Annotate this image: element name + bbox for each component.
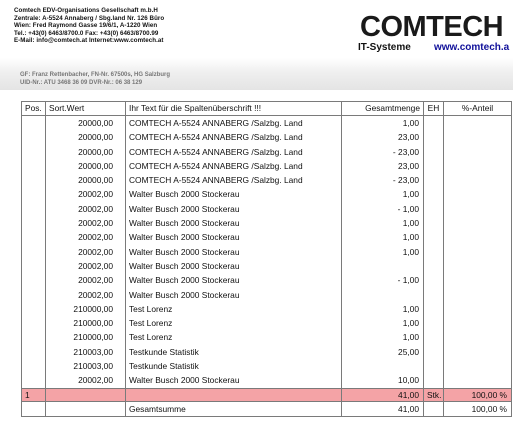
cell-pos: 1 — [22, 388, 46, 401]
cell-percent — [444, 245, 512, 259]
table-row[interactable] — [22, 259, 512, 273]
cell-percent — [444, 173, 512, 187]
cell-text: COMTECH A-5524 ANNABERG /Salzbg. Land — [126, 159, 342, 173]
total-row[interactable] — [22, 388, 512, 401]
cell-sort-value: 210003,00 — [46, 345, 126, 359]
cell-percent — [444, 130, 512, 144]
cell-text: COMTECH A-5524 ANNABERG /Salzbg. Land — [126, 173, 342, 187]
cell-quantity: 25,00 — [342, 345, 424, 359]
cell-pos — [22, 330, 46, 344]
cell-percent — [444, 302, 512, 316]
cell-unit — [424, 216, 444, 230]
cell-text: Walter Busch 2000 Stockerau — [126, 245, 342, 259]
cell-pos — [22, 216, 46, 230]
cell-percent — [444, 316, 512, 330]
table-body — [22, 116, 512, 417]
cell-pos — [22, 145, 46, 159]
cell-text: Test Lorenz — [126, 316, 342, 330]
register-line: GF: Franz Rettenbacher, FN-Nr. 67500s, HG Salzburg — [20, 72, 171, 78]
cell-quantity — [342, 288, 424, 302]
cell-text: Gesamtsumme — [126, 401, 342, 416]
column-header-text[interactable]: Ihr Text für die Spaltenüberschrift !!! — [126, 102, 342, 116]
cell-unit — [424, 288, 444, 302]
cell-quantity: 1,00 — [342, 316, 424, 330]
cell-quantity: - 1,00 — [342, 273, 424, 287]
cell-unit — [424, 116, 444, 131]
cell-percent — [444, 359, 512, 373]
cell-pos — [22, 345, 46, 359]
cell-percent — [444, 345, 512, 359]
cell-sort-value: 20002,00 — [46, 245, 126, 259]
cell-unit — [424, 373, 444, 388]
company-line: Tel.: +43(0) 6463/8700.0 Fax: +43(0) 6463/8700.99 — [14, 29, 159, 37]
register-line: UID-Nr.: ATU 3468 36 09 DVR-Nr.: 06 38 129 — [20, 80, 143, 86]
cell-quantity: 1,00 — [342, 116, 424, 131]
cell-sort-value: 20002,00 — [46, 202, 126, 216]
cell-unit — [424, 273, 444, 287]
table-row[interactable] — [22, 145, 512, 159]
cell-unit — [424, 173, 444, 187]
table-header-row — [22, 102, 512, 116]
cell-sort-value — [46, 388, 126, 401]
cell-unit — [424, 345, 444, 359]
cell-sort-value: 20002,00 — [46, 373, 126, 388]
company-line: Comtech EDV-Organisations Gesellschaft m.b.H — [14, 7, 158, 14]
cell-sort-value: 210000,00 — [46, 302, 126, 316]
table-row[interactable] — [22, 302, 512, 316]
cell-sort-value: 20002,00 — [46, 273, 126, 287]
table-row[interactable] — [22, 330, 512, 344]
cell-quantity: 1,00 — [342, 187, 424, 201]
column-header-sortwert[interactable]: Sort.Wert — [46, 102, 126, 116]
cell-sort-value: 20002,00 — [46, 187, 126, 201]
cell-text: Walter Busch 2000 Stockerau — [126, 288, 342, 302]
cell-quantity: - 1,00 — [342, 202, 424, 216]
cell-sort-value: 20000,00 — [46, 145, 126, 159]
table-row[interactable] — [22, 230, 512, 244]
table-row[interactable] — [22, 273, 512, 287]
cell-text — [126, 388, 342, 401]
cell-percent — [444, 259, 512, 273]
cell-text: Testkunde Statistik — [126, 345, 342, 359]
cell-pos — [22, 130, 46, 144]
column-header-eh[interactable]: EH — [424, 102, 444, 116]
cell-quantity: 23,00 — [342, 130, 424, 144]
logo-text: COMTECH — [360, 11, 504, 43]
cell-percent — [444, 159, 512, 173]
cell-pos — [22, 116, 46, 131]
cell-unit — [424, 259, 444, 273]
cell-pos — [22, 159, 46, 173]
cell-pos — [22, 401, 46, 416]
cell-sort-value: 20002,00 — [46, 288, 126, 302]
cell-percent — [444, 216, 512, 230]
table-row[interactable] — [22, 130, 512, 144]
cell-sort-value: 210000,00 — [46, 330, 126, 344]
cell-quantity: 41,00 — [342, 388, 424, 401]
table-row[interactable] — [22, 245, 512, 259]
table-row[interactable] — [22, 159, 512, 173]
cell-text: COMTECH A-5524 ANNABERG /Salzbg. Land — [126, 145, 342, 159]
tagline: IT-Systeme — [358, 42, 411, 53]
cell-unit — [424, 401, 444, 416]
cell-quantity: 1,00 — [342, 330, 424, 344]
cell-text: Walter Busch 2000 Stockerau — [126, 230, 342, 244]
cell-sort-value: 20002,00 — [46, 259, 126, 273]
cell-quantity: 1,00 — [342, 216, 424, 230]
cell-percent — [444, 145, 512, 159]
cell-sort-value: 20002,00 — [46, 230, 126, 244]
cell-quantity: 1,00 — [342, 230, 424, 244]
cell-unit — [424, 202, 444, 216]
cell-quantity — [342, 259, 424, 273]
cell-percent — [444, 373, 512, 388]
cell-text: Test Lorenz — [126, 330, 342, 344]
cell-percent — [444, 187, 512, 201]
cell-pos — [22, 230, 46, 244]
column-header-anteil[interactable]: %-Anteil — [444, 102, 512, 116]
cell-pos — [22, 302, 46, 316]
cell-text: Walter Busch 2000 Stockerau — [126, 259, 342, 273]
cell-pos — [22, 173, 46, 187]
cell-text: Walter Busch 2000 Stockerau — [126, 187, 342, 201]
column-header-gesamtmenge[interactable]: Gesamtmenge — [342, 102, 424, 116]
cell-quantity — [342, 359, 424, 373]
company-address-block — [14, 7, 164, 45]
cell-percent — [444, 288, 512, 302]
cell-unit — [424, 145, 444, 159]
cell-quantity: 23,00 — [342, 159, 424, 173]
table-row[interactable] — [22, 116, 512, 131]
cell-unit — [424, 130, 444, 144]
cell-quantity: 1,00 — [342, 302, 424, 316]
cell-sort-value: 20000,00 — [46, 116, 126, 131]
cell-text: Walter Busch 2000 Stockerau — [126, 216, 342, 230]
cell-text: Walter Busch 2000 Stockerau — [126, 373, 342, 388]
cell-sort-value: 20000,00 — [46, 130, 126, 144]
cell-quantity: 1,00 — [342, 245, 424, 259]
cell-text: Testkunde Statistik — [126, 359, 342, 373]
cell-percent — [444, 116, 512, 131]
cell-percent — [444, 273, 512, 287]
cell-sort-value: 20000,00 — [46, 159, 126, 173]
cell-sort-value: 210003,00 — [46, 359, 126, 373]
cell-pos — [22, 273, 46, 287]
cell-unit: Stk. — [424, 388, 444, 401]
statistics-table — [21, 101, 512, 417]
cell-percent — [444, 330, 512, 344]
cell-percent: 100,00 % — [444, 401, 512, 416]
company-line: Wien: Fred Raymond Gasse 19/6/1, A-1220 Wien — [14, 22, 158, 30]
table-row[interactable] — [22, 316, 512, 330]
cell-sort-value: 20000,00 — [46, 173, 126, 187]
cell-text: Walter Busch 2000 Stockerau — [126, 273, 342, 287]
cell-pos — [22, 288, 46, 302]
cell-quantity: - 23,00 — [342, 173, 424, 187]
cell-percent: 100,00 % — [444, 388, 512, 401]
cell-pos — [22, 202, 46, 216]
company-line: E-Mail: info@comtech.at Internet:www.comtech.at — [14, 37, 164, 45]
table-row[interactable] — [22, 202, 512, 216]
cell-percent — [444, 230, 512, 244]
cell-text: COMTECH A-5524 ANNABERG /Salzbg. Land — [126, 130, 342, 144]
column-header-pos[interactable]: Pos. — [22, 102, 46, 116]
cell-pos — [22, 316, 46, 330]
website-link[interactable]: www.comtech.a — [434, 42, 510, 53]
cell-quantity: - 23,00 — [342, 145, 424, 159]
table-row[interactable] — [22, 173, 512, 187]
table-row[interactable] — [22, 216, 512, 230]
cell-percent — [444, 202, 512, 216]
cell-quantity: 41,00 — [342, 401, 424, 416]
cell-sort-value: 20002,00 — [46, 216, 126, 230]
cell-unit — [424, 316, 444, 330]
cell-sort-value — [46, 401, 126, 416]
cell-text: Walter Busch 2000 Stockerau — [126, 202, 342, 216]
cell-quantity: 10,00 — [342, 373, 424, 388]
sum-row[interactable] — [22, 401, 512, 416]
table-row[interactable] — [22, 288, 512, 302]
cell-pos — [22, 359, 46, 373]
table-row[interactable] — [22, 345, 512, 359]
cell-unit — [424, 187, 444, 201]
comtech-logo — [358, 6, 513, 46]
cell-sort-value: 210000,00 — [46, 316, 126, 330]
cell-pos — [22, 259, 46, 273]
cell-unit — [424, 359, 444, 373]
cell-unit — [424, 159, 444, 173]
cell-unit — [424, 330, 444, 344]
cell-pos — [22, 373, 46, 388]
cell-unit — [424, 230, 444, 244]
cell-pos — [22, 245, 46, 259]
cell-text: Test Lorenz — [126, 302, 342, 316]
company-line: Zentrale: A-5524 Annaberg / Sbg.land Nr. 126 Büro — [14, 14, 165, 22]
table-row[interactable] — [22, 373, 512, 388]
cell-unit — [424, 245, 444, 259]
cell-unit — [424, 302, 444, 316]
table-row[interactable] — [22, 187, 512, 201]
table-row[interactable] — [22, 359, 512, 373]
cell-text: COMTECH A-5524 ANNABERG /Salzbg. Land — [126, 116, 342, 131]
letterhead — [0, 0, 513, 95]
cell-pos — [22, 187, 46, 201]
